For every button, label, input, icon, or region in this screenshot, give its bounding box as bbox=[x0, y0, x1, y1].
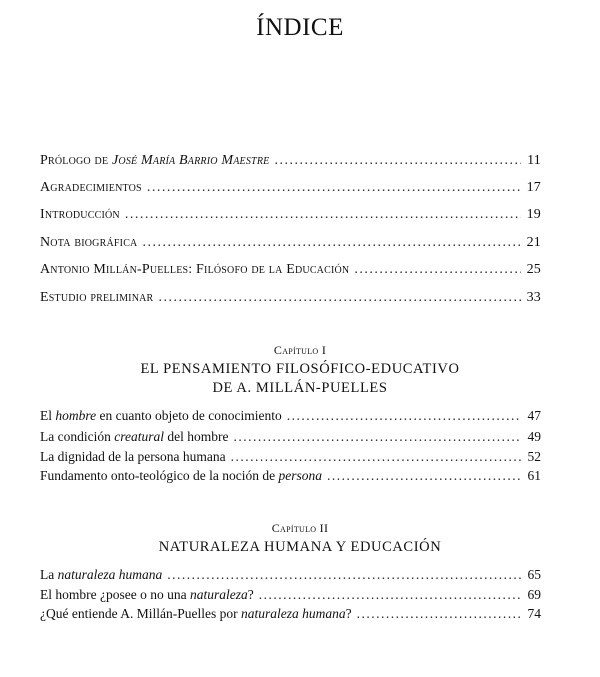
toc-entry-introduccion bbox=[40, 206, 541, 224]
toc-entry-label: ¿Qué entiende A. Millán-Puelles por naturaleza humana? bbox=[40, 606, 352, 621]
toc-page-number: 33 bbox=[526, 290, 541, 305]
toc-page-number: 74 bbox=[527, 606, 541, 621]
dot-leader bbox=[259, 586, 521, 604]
toc-page-number: 65 bbox=[527, 567, 541, 582]
toc-entry-ch1-2 bbox=[40, 428, 541, 446]
toc-entry-agradecimientos bbox=[40, 179, 541, 197]
chapter-2-label: Capítulo II bbox=[271, 521, 329, 535]
page-title: ÍNDICE bbox=[256, 14, 344, 41]
toc-entry-filosofo bbox=[40, 261, 541, 279]
toc-entry-label: Fundamento onto-teológico de la noción de persona bbox=[40, 468, 322, 483]
dot-leader bbox=[158, 289, 520, 307]
toc-entry-label: Nota biográfica bbox=[40, 235, 138, 250]
toc-page-number: 52 bbox=[527, 449, 541, 464]
toc-entry-label: Prólogo de José María Barrio Maestre bbox=[40, 153, 270, 168]
dot-leader bbox=[167, 566, 521, 584]
toc-entry-ch1-4 bbox=[40, 467, 541, 485]
toc-page-number: 11 bbox=[527, 153, 541, 168]
toc-entry-label: Estudio preliminar bbox=[40, 290, 154, 305]
chapter-2-title-line-1: NATURALEZA HUMANA Y EDUCACIÓN bbox=[158, 539, 442, 555]
dot-leader bbox=[354, 261, 520, 279]
toc-page-number: 25 bbox=[526, 262, 541, 277]
toc-entry-label: Antonio Millán-Puelles: Filósofo de la Educación bbox=[40, 262, 350, 277]
dot-leader bbox=[125, 206, 521, 224]
dot-leader bbox=[357, 605, 521, 623]
toc-entry-ch2-2 bbox=[40, 586, 541, 604]
toc-entry-prologo bbox=[40, 152, 541, 170]
chapter-1-title-line-1: EL PENSAMIENTO FILOSÓFICO-EDUCATIVO bbox=[140, 361, 460, 377]
dot-leader bbox=[142, 234, 520, 252]
toc-entry-label: La dignidad de la persona humana bbox=[40, 449, 226, 464]
toc-entry-nota-biografica bbox=[40, 234, 541, 252]
dot-leader bbox=[231, 448, 521, 466]
toc-page-number: 69 bbox=[527, 587, 541, 602]
toc-entry-ch2-1 bbox=[40, 566, 541, 584]
toc-entry-ch2-3 bbox=[40, 605, 541, 623]
toc-entry-label: La naturaleza humana bbox=[40, 567, 163, 582]
toc-entry-ch1-1 bbox=[40, 407, 541, 425]
toc-entry-label: El hombre en cuanto objeto de conocimiento bbox=[40, 408, 282, 423]
dot-leader bbox=[274, 152, 521, 170]
toc-entry-label: El hombre ¿posee o no una naturaleza? bbox=[40, 587, 254, 602]
toc-page-number: 21 bbox=[526, 235, 541, 250]
toc-page-number: 19 bbox=[526, 207, 541, 222]
chapter-1-title-line-2: DE A. MILLÁN-PUELLES bbox=[212, 380, 388, 396]
dot-leader bbox=[147, 179, 521, 197]
toc-entry-label: Agradecimientos bbox=[40, 180, 142, 195]
toc-page-number: 49 bbox=[527, 429, 541, 444]
toc-entry-label: Introducción bbox=[40, 207, 120, 222]
toc-entry-ch1-3 bbox=[40, 448, 541, 466]
dot-leader bbox=[327, 467, 521, 485]
toc-page-number: 61 bbox=[527, 468, 541, 483]
toc-page-number: 47 bbox=[527, 408, 541, 423]
toc-entry-estudio bbox=[40, 289, 541, 307]
dot-leader bbox=[287, 407, 521, 425]
chapter-1-label: Capítulo I bbox=[273, 343, 327, 357]
dot-leader bbox=[233, 428, 521, 446]
toc-page-number: 17 bbox=[526, 180, 541, 195]
toc-entry-label: La condición creatural del hombre bbox=[40, 429, 229, 444]
